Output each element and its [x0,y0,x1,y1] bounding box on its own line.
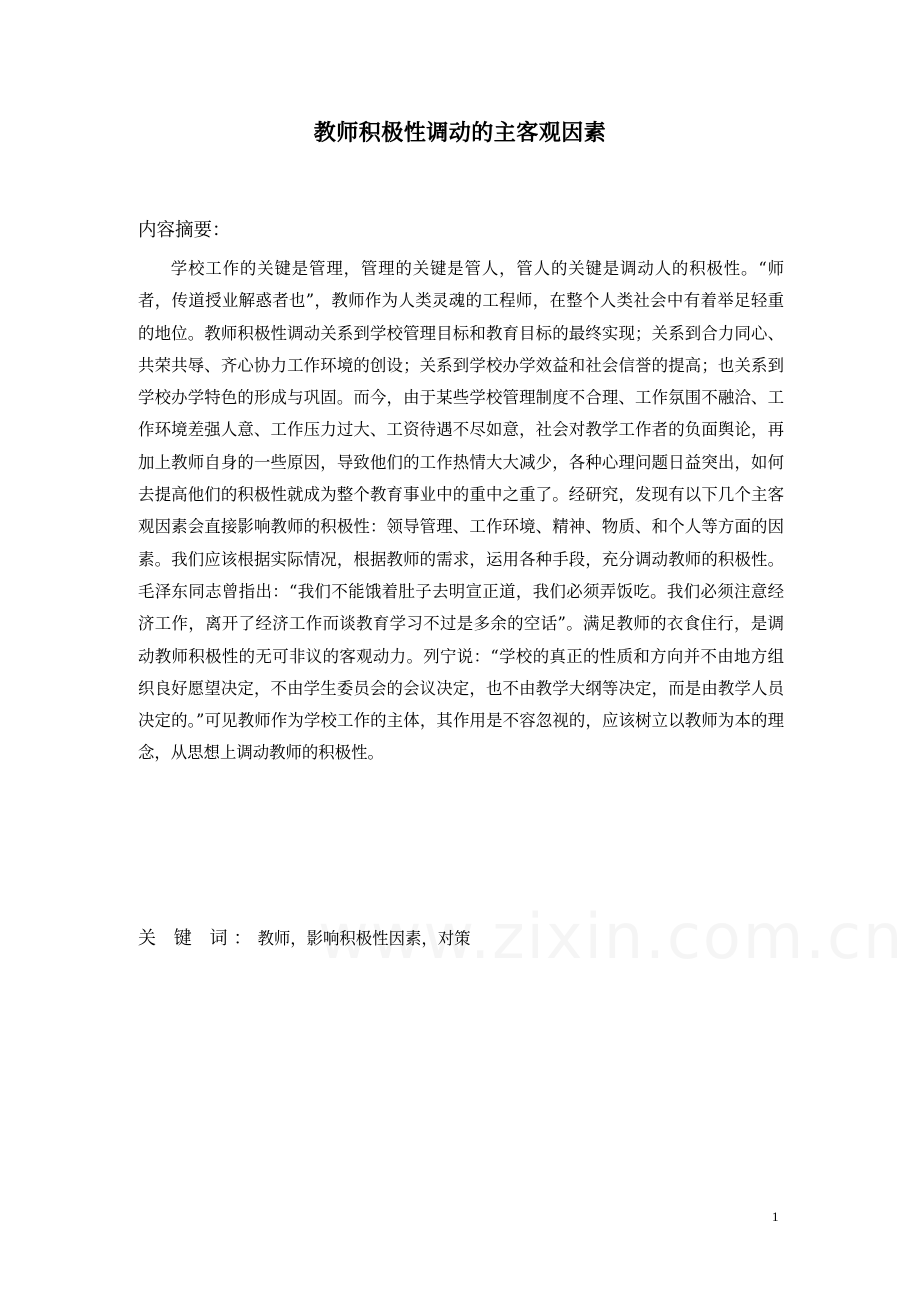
page-number: 1 [772,1209,779,1224]
document-title: 教师积极性调动的主客观因素 [313,121,607,146]
keywords-line [138,923,471,955]
abstract-heading: 内容摘要： [138,220,231,241]
keywords-value: 教师，影响积极性因素，对策 [257,929,471,948]
abstract-paragraph: 学校工作的关键是管理，管理的关键是管人，管人的关键是调动人的积极性。“师者，传道授业解惑者也”，教师作为人类灵魂的工程师，在整个人类社会中有着举足轻重的地位。教师积极性调动关系到学校管理目标和教育目标的最终实现；关系到合力同心、共荣共辱、齐心协力工作环境的创设；关系到学校办学效益和社会信誉的提高；也关系到学校办学特色的形成与巩固。而今，由于某些学校管理制度不合理、工作氛围不融洽、工作环境差强人意、工作压力过大、工资待遇不尽如意，社会对教学工作者的负面舆论，再加上教师自身的一些原因，导致他们的工作热情大大减少，各种心理问题日益突出，如何去提高他们的积极性就成为整个教育事业中的重中之重了。经研究，发现有以下几个主客观因素会直接影响教师的积极性：领导管理、工作环境、精神、物质、和个人等方面的因素。我们应该根据实际情况，根据教师的需求，运用各种手段，充分调动教师的积极性。毛泽东同志曾指出：“我们不能饿着肚子去明宣正道，我们必须弄饭吃。我们必须注意经济工作，离开了经济工作而谈教育学习不过是多余的空话”。满足教师的衣食住行，是调动教师积极性的无可非议的客观动力。列宁说：“学校的真正的性质和方向并不由地方组织良好愿望决定，不由学生委员会的会议决定，也不由教学大纲等决定，而是由教学人员决定的。”可见教师作为学校工作的主体，其作用是不容忽视的，应该树立以教师为本的理念，从思想上调动教师的积极性。 [138,259,784,763]
keywords-label: 关 键 词： [138,928,258,949]
